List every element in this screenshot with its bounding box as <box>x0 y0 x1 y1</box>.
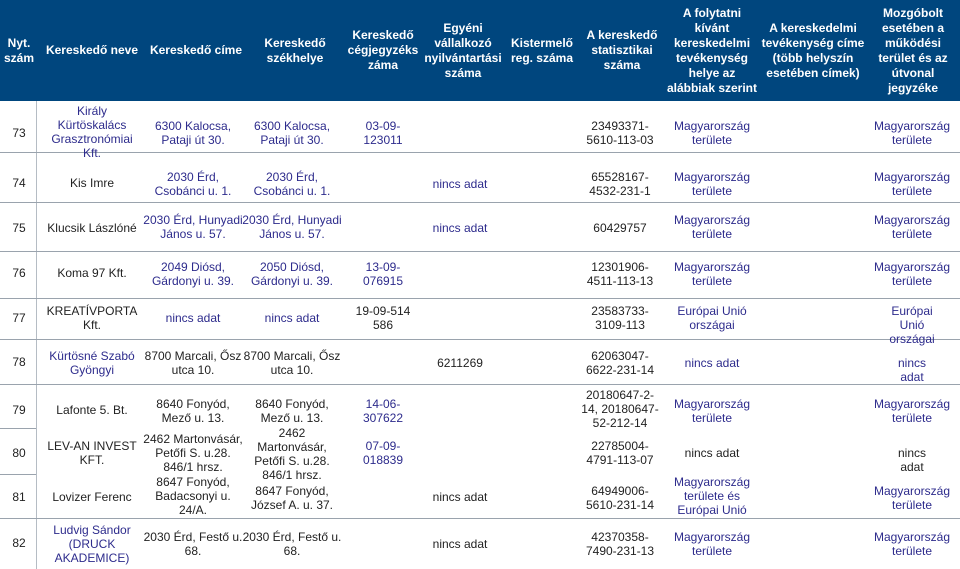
cell-statisztikai: 65528167- 4532-231-1 <box>589 170 651 198</box>
cell-statisztikai: 22785004- 4791-113-07 <box>586 439 654 467</box>
cell-cim: 8647 Fonyód, Badacsonyi u. 24/A. <box>155 475 231 517</box>
cell-cim: 8640 Fonyód, Mező u. 13. <box>156 397 230 425</box>
cell-nyt: 79 <box>12 403 26 417</box>
row-divider <box>0 428 36 429</box>
cell-mozgobolt: Magyarország területe <box>873 530 951 558</box>
cell-cegjegyzek: 03-09- 123011 <box>363 119 403 147</box>
cell-folytatni: Magyarország területe <box>673 213 751 241</box>
cell-folytatni: Európai Unió országai <box>677 304 747 332</box>
cell-szekhely: 2030 Érd, Hunyadi János u. 57. <box>242 213 342 241</box>
cell-mozgobolt: Magyarország területe <box>873 170 951 198</box>
cell-folytatni: Magyarország területe és Európai Unió <box>673 475 751 517</box>
cell-folytatni: nincs adat <box>684 356 740 370</box>
row-divider <box>0 152 960 153</box>
cell-cim: 6300 Kalocsa, Pataji út 30. <box>154 119 232 147</box>
cell-mozgobolt: Magyarország területe <box>873 484 951 512</box>
row-divider <box>0 339 960 340</box>
cell-nev[interactable]: Koma 97 Kft. <box>57 266 127 280</box>
cell-statisztikai: 42370358- 7490-231-13 <box>585 530 655 558</box>
cell-folytatni: Magyarország területe <box>673 397 751 425</box>
cell-statisztikai: 60429757 <box>593 221 647 235</box>
cell-mozgobolt: Magyarország területe <box>873 119 951 147</box>
cell-cim: 2030 Érd, Hunyadi János u. 57. <box>143 213 243 241</box>
table-header <box>0 0 960 101</box>
cell-nyt: 77 <box>12 311 26 325</box>
row-divider <box>0 474 36 475</box>
cell-cegjegyzek: 19-09-514 586 <box>355 304 411 332</box>
row-divider <box>0 202 960 203</box>
cell-szekhely: 2030 Érd, Csobánci u. 1. <box>253 170 331 198</box>
cell-cegjegyzek: 14-06- 307622 <box>362 397 404 425</box>
header-egyeni-vallalkozo: Egyéni vállalkozó nyilvántartási száma <box>424 20 502 80</box>
cell-folytatni: Magyarország területe <box>673 170 751 198</box>
cell-cim: 8700 Marcali, Ősz utca 10. <box>144 349 242 377</box>
cell-mozgobolt: Európai Unió országai <box>889 304 935 346</box>
cell-nyt: 80 <box>12 446 26 460</box>
header-kereskedo-cime: Kereskedő címe <box>149 43 243 57</box>
row-divider <box>0 518 960 519</box>
cell-nyt: 75 <box>12 221 26 235</box>
cell-statisztikai: 23583733- 3109-113 <box>591 304 649 332</box>
cell-mozgobolt: nincs adat <box>897 446 926 474</box>
cell-nev[interactable]: Kürtösné Szabó Gyöngyi <box>49 349 135 377</box>
cell-folytatni: Magyarország területe <box>673 260 751 288</box>
cell-nev[interactable]: Király Kürtöskalács Grasztronómiai Kft. <box>51 104 133 160</box>
header-statisztikai-szam: A kereskedő statisztikai száma <box>586 28 658 72</box>
header-cegjegyzekszam: Kereskedő cégjegyzéks záma <box>347 28 419 72</box>
cell-szekhely: 8647 Fonyód, József A. u. 37. <box>250 484 334 512</box>
cell-folytatni: Magyarország területe <box>673 530 751 558</box>
cell-folytatni: Magyarország területe <box>673 119 751 147</box>
cell-statisztikai: 20180647-2- 14, 20180647- 52-212-14 <box>581 388 659 430</box>
cell-nev[interactable]: Klucsik Lászlóné <box>47 221 137 235</box>
cell-mozgobolt: Magyarország területe <box>873 213 951 241</box>
cell-szekhely: 2050 Diósd, Gárdonyi u. 39. <box>250 260 334 288</box>
row-divider <box>0 298 960 299</box>
cell-mozgobolt: Magyarország területe <box>873 260 951 288</box>
cell-nyt: 82 <box>12 536 26 550</box>
cell-cim: nincs adat <box>165 311 221 325</box>
cell-nyt: 74 <box>12 176 26 190</box>
column-divider <box>36 101 37 569</box>
cell-nyt: 73 <box>12 126 26 140</box>
cell-szekhely: nincs adat <box>264 311 320 325</box>
cell-szekhely: 8640 Fonyód, Mező u. 13. <box>255 397 329 425</box>
header-kereskedo-neve: Kereskedő neve <box>45 43 139 57</box>
cell-nev[interactable]: LEV-AN INVEST KFT. <box>47 439 137 467</box>
row-divider <box>0 384 960 385</box>
cell-szekhely: 6300 Kalocsa, Pataji út 30. <box>253 119 331 147</box>
cell-egyeni: 6211269 <box>437 356 483 370</box>
cell-szekhely: 8700 Marcali, Ősz utca 10. <box>243 349 341 377</box>
cell-cim: 2049 Diósd, Gárdonyi u. 39. <box>151 260 235 288</box>
header-folytatni-kivant: A folytatni kívánt kereskedelmi tevékenység helye az alábbiak szerint <box>666 5 758 95</box>
cell-statisztikai: 64949006- 5610-231-14 <box>585 484 655 512</box>
cell-mozgobolt: nincs adat <box>897 356 926 384</box>
cell-nev[interactable]: KREATÍVPORTA Kft. <box>46 304 138 332</box>
cell-cim: 2030 Érd, Festő u. 68. <box>143 530 243 558</box>
header-kereskedo-szekhelye: Kereskedő székhelye <box>264 35 326 65</box>
header-nyt-szam: Nyt. szám <box>3 35 35 65</box>
cell-egyeni: nincs adat <box>432 177 488 191</box>
cell-nyt: 76 <box>12 266 26 280</box>
cell-cegjegyzek: 13-09- 076915 <box>362 260 404 288</box>
cell-nev[interactable]: Kis Imre <box>69 176 115 190</box>
header-tevekenyseg-cime: A kereskedelmi tevékenység címe (több helyszín esetében címek) <box>761 20 865 80</box>
cell-szekhely: 2462 Martonvásár, Petőfi S. u.28. 846/1 hrsz. <box>254 426 330 482</box>
cell-nev[interactable]: Lafonte 5. Bt. <box>56 403 128 417</box>
header-kistermelo: Kistermelő reg. száma <box>510 35 574 65</box>
cell-nev[interactable]: Lovizer Ferenc <box>52 490 132 504</box>
cell-nyt: 78 <box>12 355 26 369</box>
row-divider <box>0 251 960 252</box>
cell-cim: 2462 Martonvásár, Petőfi S. u.28. 846/1 hrsz. <box>143 432 243 474</box>
cell-egyeni: nincs adat <box>432 490 488 504</box>
cell-statisztikai: 62063047- 6622-231-14 <box>585 349 655 377</box>
cell-cim: 2030 Érd, Csobánci u. 1. <box>154 170 232 198</box>
cell-statisztikai: 23493371- 5610-113-03 <box>586 119 654 147</box>
cell-nyt: 81 <box>12 490 26 504</box>
cell-nev[interactable]: Ludvig Sándor (DRUCK AKADEMICE) <box>53 523 131 565</box>
cell-szekhely: 2030 Érd, Festő u. 68. <box>242 530 342 558</box>
cell-egyeni: nincs adat <box>432 537 488 551</box>
header-mozgobolt: Mozgóbolt esetében a működési terület és az útvonal jegyzéke <box>878 5 948 95</box>
cell-statisztikai: 12301906- 4511-113-13 <box>586 260 654 288</box>
cell-folytatni: nincs adat <box>684 446 740 460</box>
cell-mozgobolt: Magyarország területe <box>873 397 951 425</box>
cell-egyeni: nincs adat <box>432 221 488 235</box>
cell-cegjegyzek: 07-09- 018839 <box>362 439 404 467</box>
